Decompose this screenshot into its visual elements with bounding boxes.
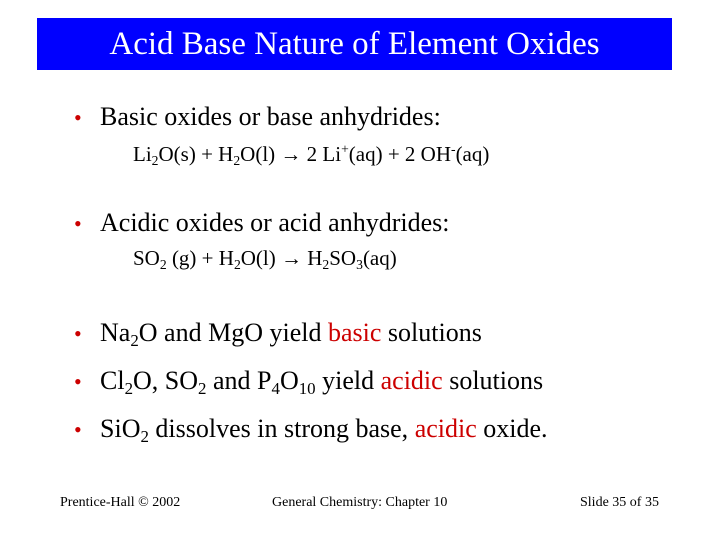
equation-acidic: $SO_2$ $(g) + H_2O(l) \to H_2SO_3(aq)$ <box>133 246 397 273</box>
bullet-na2o-mgo: • $Na_2O$ and MgO yield basic solutions <box>74 318 482 351</box>
bullet-icon: • <box>74 369 82 394</box>
equation-basic: $Li_2O(s) + H_2O(l) \to 2$ Li+(aq) + 2 OH-(aq) <box>133 141 490 169</box>
bullet-icon: • <box>74 211 82 236</box>
bullet-label: Basic oxides or base anhydrides: <box>100 102 441 131</box>
slide-title: Acid Base Nature of Element Oxides <box>109 25 600 62</box>
slide-title-bar <box>37 18 672 70</box>
footer-slide-number: Slide 35 of 35 <box>580 495 659 510</box>
bullet-label: Acidic oxides or acid anhydrides: <box>100 208 450 237</box>
bullet-icon: • <box>74 321 82 346</box>
highlight-acidic: acidic <box>414 414 477 443</box>
bullet-acidic-oxides <box>74 210 449 236</box>
highlight-basic: basic <box>327 318 382 347</box>
bullet-acidic-compounds: • $Cl_2O$, $SO_2$ and $P_4O_{10}$ yield acidic solutions <box>74 366 544 399</box>
footer-chapter: General Chemistry: Chapter 10 <box>272 495 448 510</box>
bullet-icon: • <box>74 105 82 130</box>
highlight-acidic: acidic <box>380 366 443 395</box>
footer-publisher: Prentice-Hall © 2002 <box>60 495 181 510</box>
bullet-icon: • <box>74 417 82 442</box>
bullet-sio2: • SiO$_2$ dissolves in strong base, acidic oxide. <box>74 414 548 447</box>
bullet-basic-oxides <box>74 104 441 130</box>
